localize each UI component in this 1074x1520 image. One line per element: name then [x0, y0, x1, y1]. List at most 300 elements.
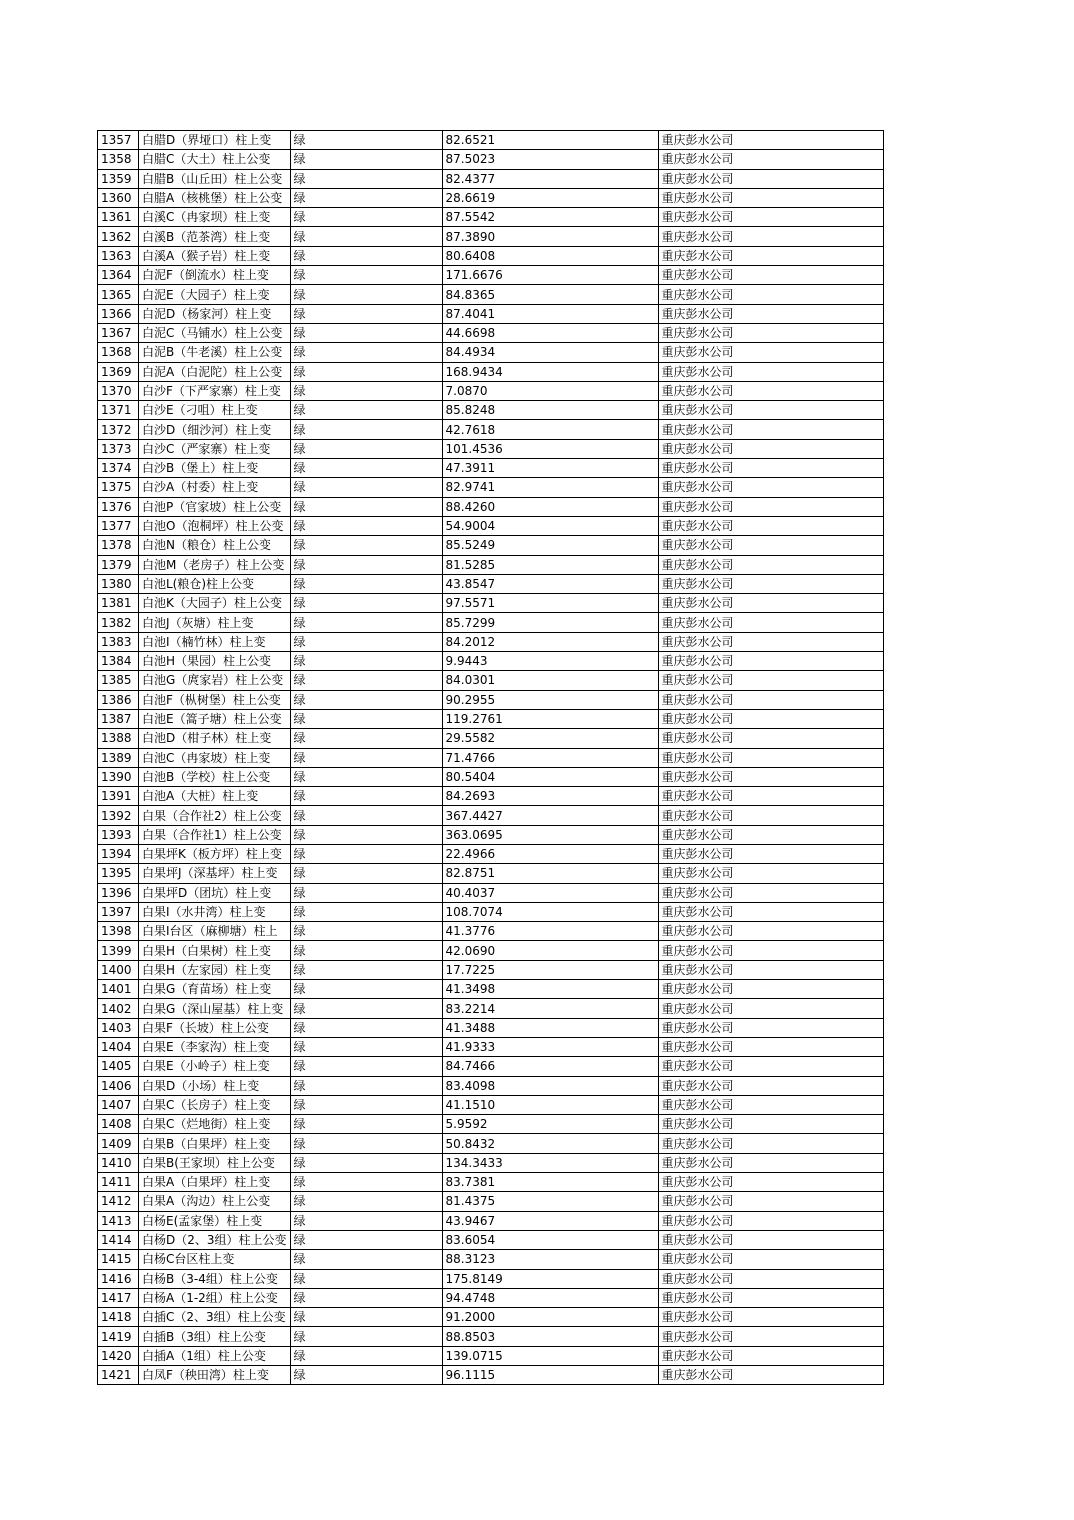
- value-cell: 43.8547: [442, 574, 658, 593]
- table-row: [98, 883, 884, 902]
- status-cell: 绿: [290, 671, 442, 690]
- row-number-cell: 1409: [98, 1134, 139, 1153]
- row-number-cell: 1380: [98, 574, 139, 593]
- status-cell: 绿: [290, 285, 442, 304]
- status-cell: 绿: [290, 131, 442, 150]
- transformer-name-cell: 白果H（白果树）柱上变: [139, 941, 291, 960]
- status-cell: 绿: [290, 594, 442, 613]
- table-row: [98, 304, 884, 323]
- transformer-name-cell: 白果A（白果坪）柱上变: [139, 1173, 291, 1192]
- row-number-cell: 1376: [98, 497, 139, 516]
- value-cell: 83.7381: [442, 1173, 658, 1192]
- status-cell: 绿: [290, 652, 442, 671]
- company-cell: 重庆彭水公司: [658, 516, 883, 535]
- company-cell: 重庆彭水公司: [658, 1308, 883, 1327]
- status-cell: 绿: [290, 343, 442, 362]
- status-cell: 绿: [290, 690, 442, 709]
- company-cell: 重庆彭水公司: [658, 1230, 883, 1249]
- transformer-name-cell: 白果坪K（板方坪）柱上变: [139, 844, 291, 863]
- value-cell: 29.5582: [442, 729, 658, 748]
- transformer-name-cell: 白果坪D（团坑）柱上变: [139, 883, 291, 902]
- table-row: [98, 1250, 884, 1269]
- transformer-name-cell: 白溪C（冉家坝）柱上变: [139, 208, 291, 227]
- company-cell: 重庆彭水公司: [658, 1211, 883, 1230]
- table-row: [98, 1211, 884, 1230]
- value-cell: 88.8503: [442, 1327, 658, 1346]
- company-cell: 重庆彭水公司: [658, 150, 883, 169]
- row-number-cell: 1359: [98, 169, 139, 188]
- value-cell: 44.6698: [442, 323, 658, 342]
- company-cell: 重庆彭水公司: [658, 208, 883, 227]
- company-cell: 重庆彭水公司: [658, 497, 883, 516]
- transformer-name-cell: 白果I台区（麻柳塘）柱上: [139, 922, 291, 941]
- company-cell: 重庆彭水公司: [658, 1076, 883, 1095]
- row-number-cell: 1389: [98, 748, 139, 767]
- value-cell: 80.5404: [442, 767, 658, 786]
- row-number-cell: 1379: [98, 555, 139, 574]
- company-cell: 重庆彭水公司: [658, 864, 883, 883]
- value-cell: 171.6676: [442, 266, 658, 285]
- company-cell: 重庆彭水公司: [658, 941, 883, 960]
- transformer-name-cell: 白泥B（牛老溪）柱上公变: [139, 343, 291, 362]
- transformer-name-cell: 白腊A（核桃堡）柱上公变: [139, 188, 291, 207]
- value-cell: 96.1115: [442, 1366, 658, 1385]
- status-cell: 绿: [290, 1250, 442, 1269]
- row-number-cell: 1410: [98, 1153, 139, 1172]
- row-number-cell: 1396: [98, 883, 139, 902]
- transformer-name-cell: 白泥D（杨家河）柱上变: [139, 304, 291, 323]
- company-cell: 重庆彭水公司: [658, 767, 883, 786]
- status-cell: 绿: [290, 246, 442, 265]
- row-number-cell: 1383: [98, 632, 139, 651]
- value-cell: 85.7299: [442, 613, 658, 632]
- company-cell: 重庆彭水公司: [658, 1037, 883, 1056]
- value-cell: 82.8751: [442, 864, 658, 883]
- company-cell: 重庆彭水公司: [658, 420, 883, 439]
- table-row: [98, 1346, 884, 1365]
- transformer-name-cell: 白池D（柑子林）柱上变: [139, 729, 291, 748]
- transformer-name-cell: 白杨D（2、3组）柱上公变: [139, 1230, 291, 1249]
- transformer-name-cell: 白沙A（村委）柱上变: [139, 478, 291, 497]
- value-cell: 42.7618: [442, 420, 658, 439]
- status-cell: 绿: [290, 632, 442, 651]
- row-number-cell: 1401: [98, 980, 139, 999]
- row-number-cell: 1374: [98, 459, 139, 478]
- company-cell: 重庆彭水公司: [658, 381, 883, 400]
- transformer-name-cell: 白果A（沟边）柱上公变: [139, 1192, 291, 1211]
- row-number-cell: 1418: [98, 1308, 139, 1327]
- value-cell: 85.5249: [442, 536, 658, 555]
- table-row: [98, 1095, 884, 1114]
- transformer-name-cell: 白泥E（大园子）柱上变: [139, 285, 291, 304]
- value-cell: 9.9443: [442, 652, 658, 671]
- value-cell: 101.4536: [442, 439, 658, 458]
- status-cell: 绿: [290, 459, 442, 478]
- status-cell: 绿: [290, 266, 442, 285]
- transformer-name-cell: 白池M（老房子）柱上公变: [139, 555, 291, 574]
- transformer-name-cell: 白沙D（细沙河）柱上变: [139, 420, 291, 439]
- status-cell: 绿: [290, 1018, 442, 1037]
- row-number-cell: 1398: [98, 922, 139, 941]
- company-cell: 重庆彭水公司: [658, 574, 883, 593]
- value-cell: 83.6054: [442, 1230, 658, 1249]
- status-cell: 绿: [290, 1115, 442, 1134]
- transformer-name-cell: 白果E（小岭子）柱上变: [139, 1057, 291, 1076]
- table-row: [98, 1057, 884, 1076]
- value-cell: 363.0695: [442, 825, 658, 844]
- row-number-cell: 1361: [98, 208, 139, 227]
- transformer-name-cell: 白果C（长房子）柱上变: [139, 1095, 291, 1114]
- value-cell: 85.8248: [442, 401, 658, 420]
- row-number-cell: 1367: [98, 323, 139, 342]
- value-cell: 7.0870: [442, 381, 658, 400]
- company-cell: 重庆彭水公司: [658, 131, 883, 150]
- transformer-name-cell: 白池I（楠竹林）柱上变: [139, 632, 291, 651]
- transformer-name-cell: 白泥F（倒流水）柱上变: [139, 266, 291, 285]
- status-cell: 绿: [290, 1327, 442, 1346]
- status-cell: 绿: [290, 806, 442, 825]
- table-row: [98, 1173, 884, 1192]
- company-cell: 重庆彭水公司: [658, 304, 883, 323]
- company-cell: 重庆彭水公司: [658, 787, 883, 806]
- row-number-cell: 1368: [98, 343, 139, 362]
- company-cell: 重庆彭水公司: [658, 1057, 883, 1076]
- table-row: [98, 825, 884, 844]
- value-cell: 88.4260: [442, 497, 658, 516]
- transformer-name-cell: 白插C（2、3组）柱上公变: [139, 1308, 291, 1327]
- row-number-cell: 1405: [98, 1057, 139, 1076]
- row-number-cell: 1362: [98, 227, 139, 246]
- value-cell: 17.7225: [442, 960, 658, 979]
- status-cell: 绿: [290, 1230, 442, 1249]
- company-cell: 重庆彭水公司: [658, 1288, 883, 1307]
- value-cell: 168.9434: [442, 362, 658, 381]
- row-number-cell: 1407: [98, 1095, 139, 1114]
- transformer-name-cell: 白溪B（范茶湾）柱上变: [139, 227, 291, 246]
- status-cell: 绿: [290, 825, 442, 844]
- row-number-cell: 1385: [98, 671, 139, 690]
- value-cell: 81.5285: [442, 555, 658, 574]
- company-cell: 重庆彭水公司: [658, 266, 883, 285]
- transformer-name-cell: 白沙C（严家寨）柱上变: [139, 439, 291, 458]
- company-cell: 重庆彭水公司: [658, 902, 883, 921]
- row-number-cell: 1382: [98, 613, 139, 632]
- row-number-cell: 1369: [98, 362, 139, 381]
- status-cell: 绿: [290, 709, 442, 728]
- transformer-name-cell: 白沙E（刁咀）柱上变: [139, 401, 291, 420]
- company-cell: 重庆彭水公司: [658, 536, 883, 555]
- row-number-cell: 1384: [98, 652, 139, 671]
- row-number-cell: 1406: [98, 1076, 139, 1095]
- value-cell: 119.2761: [442, 709, 658, 728]
- table-row: [98, 960, 884, 979]
- value-cell: 43.9467: [442, 1211, 658, 1230]
- row-number-cell: 1381: [98, 594, 139, 613]
- status-cell: 绿: [290, 1269, 442, 1288]
- transformer-name-cell: 白池J（灰塘）柱上变: [139, 613, 291, 632]
- value-cell: 41.3776: [442, 922, 658, 941]
- row-number-cell: 1394: [98, 844, 139, 863]
- value-cell: 94.4748: [442, 1288, 658, 1307]
- row-number-cell: 1358: [98, 150, 139, 169]
- transformer-name-cell: 白果C（烂地街）柱上变: [139, 1115, 291, 1134]
- value-cell: 84.0301: [442, 671, 658, 690]
- transformer-name-cell: 白果B(王家坝）柱上公变: [139, 1153, 291, 1172]
- status-cell: 绿: [290, 478, 442, 497]
- transformer-name-cell: 白池N（粮仓）柱上公变: [139, 536, 291, 555]
- transformer-name-cell: 白池C（冉家坡）柱上变: [139, 748, 291, 767]
- table-row: [98, 266, 884, 285]
- table-body: [98, 131, 884, 1385]
- company-cell: 重庆彭水公司: [658, 323, 883, 342]
- company-cell: 重庆彭水公司: [658, 1153, 883, 1172]
- status-cell: 绿: [290, 1308, 442, 1327]
- table-row: [98, 1288, 884, 1307]
- table-row: [98, 613, 884, 632]
- transformer-name-cell: 白池O（泡桐坪）柱上公变: [139, 516, 291, 535]
- row-number-cell: 1415: [98, 1250, 139, 1269]
- status-cell: 绿: [290, 1192, 442, 1211]
- transformer-name-cell: 白泥A（白泥陀）柱上公变: [139, 362, 291, 381]
- value-cell: 84.4934: [442, 343, 658, 362]
- row-number-cell: 1360: [98, 188, 139, 207]
- transformer-name-cell: 白凤F（秧田湾）柱上变: [139, 1366, 291, 1385]
- table-row: [98, 1192, 884, 1211]
- value-cell: 22.4966: [442, 844, 658, 863]
- value-cell: 367.4427: [442, 806, 658, 825]
- row-number-cell: 1420: [98, 1346, 139, 1365]
- status-cell: 绿: [290, 555, 442, 574]
- value-cell: 83.4098: [442, 1076, 658, 1095]
- row-number-cell: 1366: [98, 304, 139, 323]
- table-row: [98, 478, 884, 497]
- table-row: [98, 188, 884, 207]
- value-cell: 82.6521: [442, 131, 658, 150]
- value-cell: 82.4377: [442, 169, 658, 188]
- status-cell: 绿: [290, 844, 442, 863]
- table-row: [98, 208, 884, 227]
- company-cell: 重庆彭水公司: [658, 883, 883, 902]
- status-cell: 绿: [290, 864, 442, 883]
- table-row: [98, 902, 884, 921]
- value-cell: 139.0715: [442, 1346, 658, 1365]
- company-cell: 重庆彭水公司: [658, 613, 883, 632]
- status-cell: 绿: [290, 980, 442, 999]
- company-cell: 重庆彭水公司: [658, 825, 883, 844]
- company-cell: 重庆彭水公司: [658, 594, 883, 613]
- status-cell: 绿: [290, 1173, 442, 1192]
- table-row: [98, 227, 884, 246]
- table-row: [98, 864, 884, 883]
- table-row: [98, 1076, 884, 1095]
- transformer-name-cell: 白池L(粮仓)柱上公变: [139, 574, 291, 593]
- row-number-cell: 1417: [98, 1288, 139, 1307]
- status-cell: 绿: [290, 439, 442, 458]
- status-cell: 绿: [290, 613, 442, 632]
- transformer-name-cell: 白果H（左家园）柱上变: [139, 960, 291, 979]
- row-number-cell: 1392: [98, 806, 139, 825]
- table-row: [98, 459, 884, 478]
- table-row: [98, 169, 884, 188]
- value-cell: 175.8149: [442, 1269, 658, 1288]
- row-number-cell: 1413: [98, 1211, 139, 1230]
- row-number-cell: 1386: [98, 690, 139, 709]
- status-cell: 绿: [290, 227, 442, 246]
- table-row: [98, 1134, 884, 1153]
- company-cell: 重庆彭水公司: [658, 980, 883, 999]
- table-row: [98, 671, 884, 690]
- status-cell: 绿: [290, 960, 442, 979]
- company-cell: 重庆彭水公司: [658, 555, 883, 574]
- transformer-name-cell: 白泥C（马铺水）柱上公变: [139, 323, 291, 342]
- value-cell: 47.3911: [442, 459, 658, 478]
- table-row: [98, 362, 884, 381]
- table-row: [98, 767, 884, 786]
- status-cell: 绿: [290, 1288, 442, 1307]
- row-number-cell: 1397: [98, 902, 139, 921]
- transformer-name-cell: 白杨B（3-4组）柱上公变: [139, 1269, 291, 1288]
- row-number-cell: 1390: [98, 767, 139, 786]
- status-cell: 绿: [290, 1057, 442, 1076]
- row-number-cell: 1395: [98, 864, 139, 883]
- value-cell: 84.2012: [442, 632, 658, 651]
- row-number-cell: 1411: [98, 1173, 139, 1192]
- value-cell: 41.9333: [442, 1037, 658, 1056]
- row-number-cell: 1402: [98, 999, 139, 1018]
- company-cell: 重庆彭水公司: [658, 188, 883, 207]
- row-number-cell: 1378: [98, 536, 139, 555]
- table-row: [98, 941, 884, 960]
- transformer-name-cell: 白池F（枞树堡）柱上公变: [139, 690, 291, 709]
- transformer-name-cell: 白果坪J（深基坪）柱上变: [139, 864, 291, 883]
- table-row: [98, 285, 884, 304]
- table-row: [98, 497, 884, 516]
- company-cell: 重庆彭水公司: [658, 1134, 883, 1153]
- value-cell: 83.2214: [442, 999, 658, 1018]
- status-cell: 绿: [290, 150, 442, 169]
- company-cell: 重庆彭水公司: [658, 690, 883, 709]
- value-cell: 88.3123: [442, 1250, 658, 1269]
- table-row: [98, 748, 884, 767]
- transformer-name-cell: 白池G（庹家岩）柱上公变: [139, 671, 291, 690]
- table-row: [98, 787, 884, 806]
- row-number-cell: 1414: [98, 1230, 139, 1249]
- value-cell: 50.8432: [442, 1134, 658, 1153]
- value-cell: 41.3488: [442, 1018, 658, 1037]
- row-number-cell: 1371: [98, 401, 139, 420]
- transformer-name-cell: 白果（合作社1）柱上公变: [139, 825, 291, 844]
- transformer-name-cell: 白插A（1组）柱上公变: [139, 1346, 291, 1365]
- company-cell: 重庆彭水公司: [658, 922, 883, 941]
- status-cell: 绿: [290, 536, 442, 555]
- table-row: [98, 1366, 884, 1385]
- value-cell: 5.9592: [442, 1115, 658, 1134]
- value-cell: 42.0690: [442, 941, 658, 960]
- value-cell: 82.9741: [442, 478, 658, 497]
- table-row: [98, 401, 884, 420]
- transformer-name-cell: 白溪A（猴子岩）柱上变: [139, 246, 291, 265]
- company-cell: 重庆彭水公司: [658, 169, 883, 188]
- status-cell: 绿: [290, 883, 442, 902]
- status-cell: 绿: [290, 516, 442, 535]
- status-cell: 绿: [290, 362, 442, 381]
- table-row: [98, 1018, 884, 1037]
- value-cell: 84.7466: [442, 1057, 658, 1076]
- value-cell: 81.4375: [442, 1192, 658, 1211]
- value-cell: 84.8365: [442, 285, 658, 304]
- transformer-name-cell: 白杨C台区柱上变: [139, 1250, 291, 1269]
- row-number-cell: 1375: [98, 478, 139, 497]
- transformer-name-cell: 白果（合作社2）柱上公变: [139, 806, 291, 825]
- status-cell: 绿: [290, 748, 442, 767]
- company-cell: 重庆彭水公司: [658, 844, 883, 863]
- value-cell: 28.6619: [442, 188, 658, 207]
- table-row: [98, 1269, 884, 1288]
- table-row: [98, 1327, 884, 1346]
- transformer-name-cell: 白池E（篙子塘）柱上公变: [139, 709, 291, 728]
- row-number-cell: 1387: [98, 709, 139, 728]
- value-cell: 97.5571: [442, 594, 658, 613]
- status-cell: 绿: [290, 304, 442, 323]
- status-cell: 绿: [290, 767, 442, 786]
- transformer-name-cell: 白果I（水井湾）柱上变: [139, 902, 291, 921]
- table-row: [98, 536, 884, 555]
- company-cell: 重庆彭水公司: [658, 960, 883, 979]
- company-cell: 重庆彭水公司: [658, 632, 883, 651]
- table-row: [98, 150, 884, 169]
- company-cell: 重庆彭水公司: [658, 1095, 883, 1114]
- table-row: [98, 343, 884, 362]
- status-cell: 绿: [290, 169, 442, 188]
- company-cell: 重庆彭水公司: [658, 748, 883, 767]
- row-number-cell: 1357: [98, 131, 139, 150]
- status-cell: 绿: [290, 381, 442, 400]
- company-cell: 重庆彭水公司: [658, 999, 883, 1018]
- row-number-cell: 1364: [98, 266, 139, 285]
- company-cell: 重庆彭水公司: [658, 362, 883, 381]
- table-row: [98, 246, 884, 265]
- transformer-name-cell: 白池K（大园子）柱上公变: [139, 594, 291, 613]
- row-number-cell: 1408: [98, 1115, 139, 1134]
- company-cell: 重庆彭水公司: [658, 459, 883, 478]
- transformer-name-cell: 白池P（官家坡）柱上公变: [139, 497, 291, 516]
- table-row: [98, 806, 884, 825]
- value-cell: 40.4037: [442, 883, 658, 902]
- status-cell: 绿: [290, 922, 442, 941]
- table-row: [98, 1308, 884, 1327]
- company-cell: 重庆彭水公司: [658, 285, 883, 304]
- row-number-cell: 1363: [98, 246, 139, 265]
- row-number-cell: 1419: [98, 1327, 139, 1346]
- transformer-name-cell: 白果D（小场）柱上变: [139, 1076, 291, 1095]
- value-cell: 87.5542: [442, 208, 658, 227]
- value-cell: 84.2693: [442, 787, 658, 806]
- table-row: [98, 1153, 884, 1172]
- transformer-name-cell: 白插B（3组）柱上公变: [139, 1327, 291, 1346]
- company-cell: 重庆彭水公司: [658, 478, 883, 497]
- status-cell: 绿: [290, 999, 442, 1018]
- status-cell: 绿: [290, 1211, 442, 1230]
- status-cell: 绿: [290, 1076, 442, 1095]
- table-row: [98, 381, 884, 400]
- status-cell: 绿: [290, 902, 442, 921]
- table-row: [98, 652, 884, 671]
- status-cell: 绿: [290, 574, 442, 593]
- table-row: [98, 844, 884, 863]
- value-cell: 87.4041: [442, 304, 658, 323]
- value-cell: 134.3433: [442, 1153, 658, 1172]
- company-cell: 重庆彭水公司: [658, 1250, 883, 1269]
